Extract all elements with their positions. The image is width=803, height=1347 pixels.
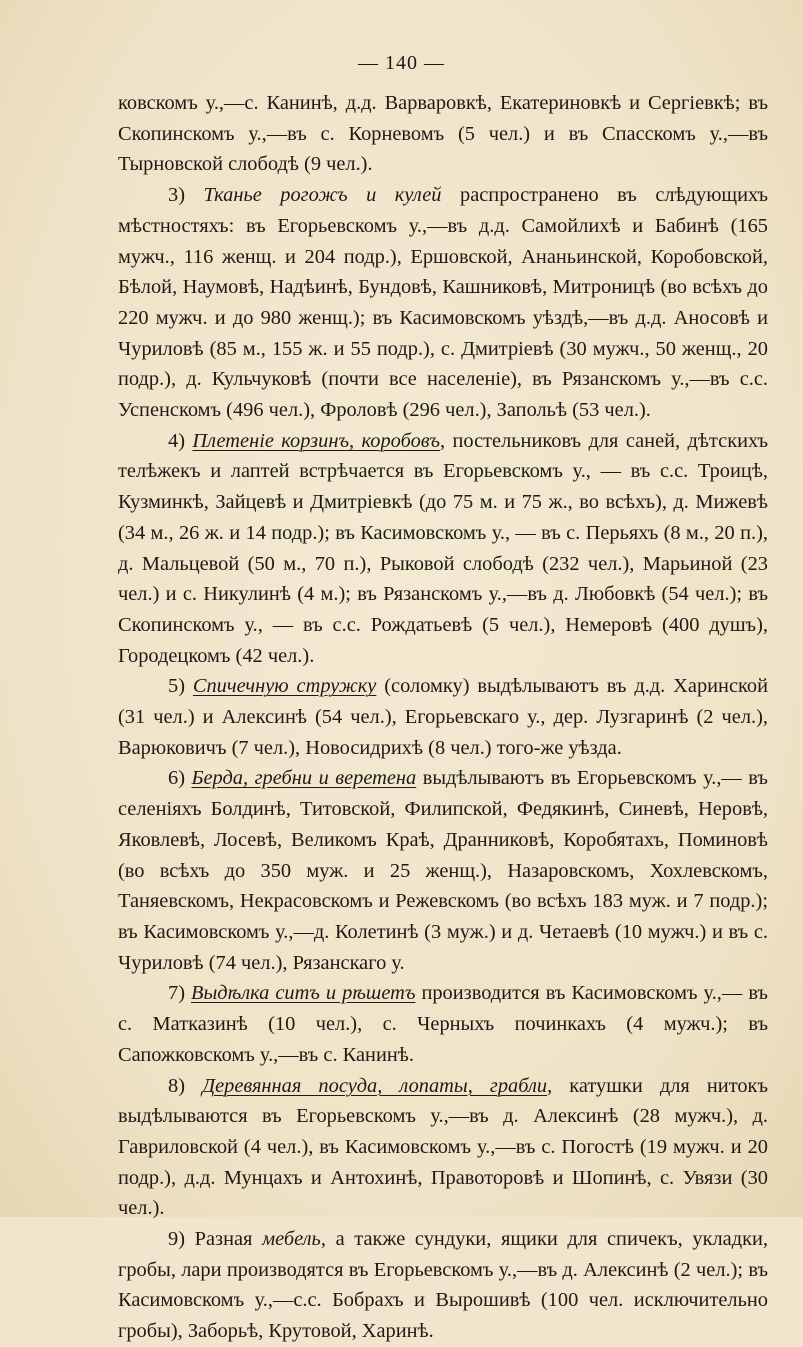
paragraph-continuation (118, 88, 768, 180)
page-number: — 140 — (358, 52, 445, 74)
item-number: 3) (168, 184, 204, 207)
paragraph-item-3 (118, 180, 768, 426)
craft-title: Выдѣлка ситъ и рѣшетъ (191, 982, 416, 1005)
text-segment: выдѣлываютъ въ Егорьевскомъ у.,— въ селеніяхъ Болдинѣ, Титовской, Филипской, Федякинѣ, Синевѣ, Неровѣ, Яковлевѣ, Лосевѣ, Великомъ Краѣ, Дранниковѣ, Коробятахъ, Поминовѣ (во всѣхъ до 350 муж. и 25 женщ.), Назаровскомъ, Хохлевскомъ, Таняевскомъ, Некрасовскомъ и Режевскомъ (во всѣхъ 183 муж. и 7 подр.); въ Касимовскомъ у.,—д. Колетинѣ (3 муж.) и д. Четаевѣ (10 мужч.) и въ с. Чуриловѣ (74 чел.), Рязанскаго у. (118, 767, 768, 974)
item-number: 5) (168, 675, 193, 698)
text-segment: (соломку) выдѣлываютъ въ д.д. Харинской (31 чел.) и Алексинѣ (54 чел.), Егорьевскаго у., дер. Лузгаринѣ (2 чел.), Варюковичъ (7 чел.), Новосидрихѣ (8 чел.) того-же уѣзда. (118, 675, 768, 759)
craft-title: Плетеніе корзинъ, коробовъ (192, 429, 440, 452)
item-number: 9) Разная (168, 1228, 263, 1251)
text-segment: , а также сундуки, ящики для спичекъ, укладки, гробы, лари производятся въ Егорьевскомъ у.,—въ д. Алексинѣ (2 чел.); въ Касимовскомъ у.,—с.с. Бобрахъ и Вырошивѣ (100 чел. исключительно гробы), Заборьѣ, Крутовой, Харинѣ. (118, 1228, 769, 1343)
craft-title: Тканье рогожъ и кулей (203, 184, 442, 207)
paragraph-item-9 (118, 1224, 768, 1347)
craft-title: Деревянная посуда, лопаты, грабли (202, 1074, 548, 1097)
craft-title: мебель (262, 1228, 321, 1251)
craft-title: Берда, гребни и веретена (191, 767, 417, 790)
text-segment: , катушки для нитокъ выдѣлываются въ Егорьевскомъ у.,—въ д. Алексинѣ (28 мужч.), д. Гавриловской (4 чел.), въ Касимовскомъ у.,—въ с. Погостѣ (19 мужч. и 20 подр.), д.д. Мунцахъ и Антохинѣ, Правоторовѣ и Шопинѣ, с. Увязи (30 чел.). (118, 1074, 768, 1220)
text-segment: производится въ Касимовскомъ у.,— въ с. Матказинѣ (10 чел.), с. Черныхъ починкахъ (4 мужч.); въ Сапожковскомъ у.,—въ с. Канинѣ. (118, 982, 768, 1066)
paragraph-item-4 (118, 426, 768, 672)
item-number: 8) (168, 1074, 203, 1097)
item-number: 7) (168, 982, 192, 1005)
craft-title: Спичечную стружку (192, 675, 377, 698)
text-segment: распространено въ слѣдующихъ мѣстностяхъ: въ Егорьевскомъ у.,—въ д.д. Самойлихѣ и Бабинѣ (165 мужч., 116 женщ. и 204 подр.), Ершовской, Ананьинской, Коробовской, Бѣлой, Наумовѣ, Надѣинѣ, Бундовѣ, Кашниковѣ, Митроницѣ (во всѣхъ до 220 мужч. и до 980 женщ.); въ Касимовскомъ уѣздѣ,—въ д.д. Аносовѣ и Чуриловѣ (85 м., 155 ж. и 55 подр.), с. Дмитріевѣ (30 мужч., 50 женщ., 20 подр.), д. Кульчуковѣ (почти все населеніе), въ Рязанскомъ у.,—въ с.с. Успенскомъ (496 чел.), Фроловѣ (296 чел.), Запольѣ (53 чел.). (118, 184, 768, 422)
item-number: 6) (168, 767, 192, 790)
text-segment: , постельниковъ для саней, дѣтскихъ телѣжекъ и лаптей встрѣчается въ Егорьевскомъ у., — въ с.с. Троицѣ, Кузминкѣ, Зайцевѣ и Дмитріевкѣ (до 75 м. и 75 ж., во всѣхъ), д. Мижевѣ (34 м., 26 ж. и 14 подр.); въ Касимовскомъ у., — въ с. Перьяхъ (8 м., 20 п.), д. Мальцевой (50 м., 70 п.), Рыковой слободѣ (232 чел.), Марьиной (23 чел.) и с. Никулинѣ (4 м.); въ Рязанскомъ у.,—въ д. Любовкѣ (54 чел.); въ Скопинскомъ у., — въ с.с. Рождатьевѣ (5 чел.), Немеровѣ (400 душъ), Городецкомъ (42 чел.). (118, 429, 768, 667)
body-text (118, 88, 768, 1347)
paragraph-item-7 (118, 978, 768, 1070)
item-number: 4) (168, 429, 193, 452)
paragraph-item-8 (118, 1071, 768, 1225)
paragraph-item-5 (118, 671, 768, 763)
paragraph-item-6 (118, 763, 768, 978)
text-segment: ковскомъ у.,—с. Канинѣ, д.д. Варваровкѣ, Екатериновкѣ и Сергіевкѣ; въ Скопинскомъ у.,—въ с. Корневомъ (5 чел.) и въ Спасскомъ у.,—въ Тырновской слободѣ (9 чел.). (118, 92, 768, 176)
